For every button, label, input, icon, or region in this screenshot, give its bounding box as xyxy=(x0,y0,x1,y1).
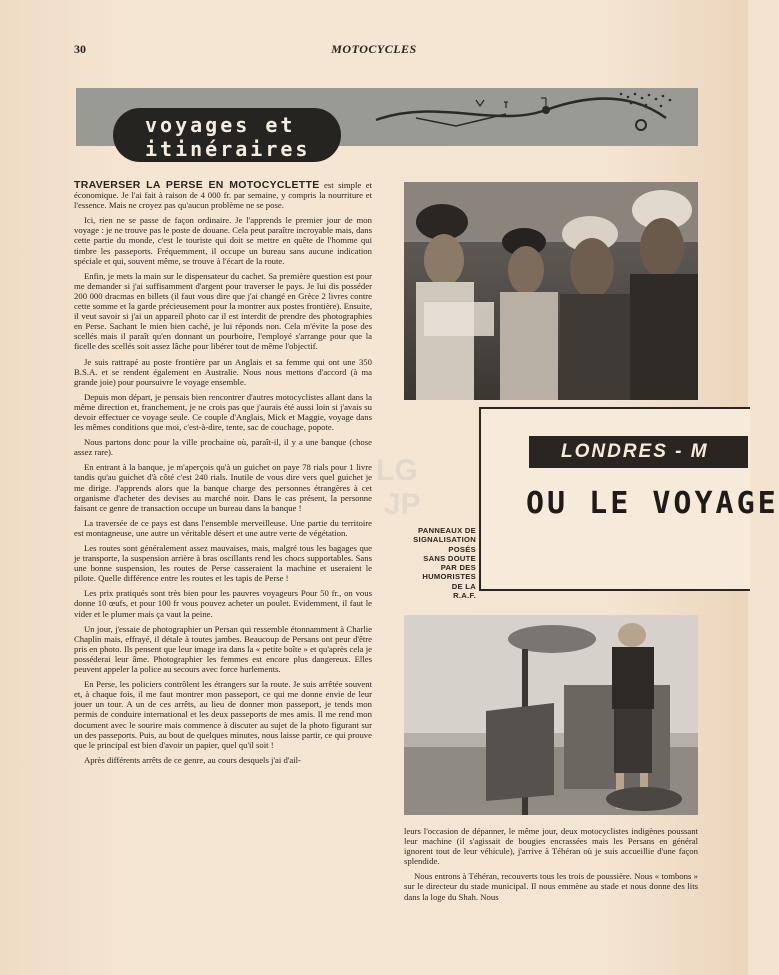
caption-line: SIGNALISATION xyxy=(413,535,476,545)
caption-line: POSÉS xyxy=(448,544,476,554)
article-column-right xyxy=(404,826,698,907)
article-paragraph: Les prix pratiqués sont très bien pour les pauvres voyageurs Pour 50 fr., on vous donne 10 œufs, et pour 100 fr vous pouvez acheter un poulet. Evidemment, il faut le vider et le plumer mais ça vaut la peine. xyxy=(74,588,372,619)
article-column-left xyxy=(74,180,372,770)
banner-title-line2: itinéraires xyxy=(145,137,311,161)
watermark-text: JP xyxy=(384,488,421,521)
watermark-logo xyxy=(362,448,442,520)
photo-persian-men xyxy=(404,182,698,400)
caption-line: PANNEAUX DE xyxy=(417,526,476,535)
article-paragraph: La traversée de ce pays est dans l'ensemble merveilleuse. Une partie du territoire est montagneuse, une autre un véritable désert et une autre verte de végétation. xyxy=(74,517,372,538)
article-paragraph: leurs l'occasion de dépanner, le même jour, deux motocyclistes indigènes poussant leur machine (il s'agissait de bougies encrassées mais les Persans en général ignorent tout de leur véhicule), j'arrive à Téhéran où je suis accueillie d'une façon splendide. xyxy=(404,826,698,867)
article-paragraph: Nous entrons à Téhéran, recouverts tous les trois de poussière. Nous « tombons » sur le directeur du stade municipal. Il nous emmène au stade et nous donne des lits dans la loge du Shah. Nous xyxy=(404,871,698,902)
page-number: 30 xyxy=(74,42,86,56)
photo-caption xyxy=(404,526,476,600)
article-paragraph: En entrant à la banque, je m'aperçois qu'à un guichet on paye 78 rials pour 1 livre tandis qu'au guichet d'à côté c'est 240 rials. Inutile de vous dire vers quel guichet je me dirige. J'apprends alors que la banque charge des personnes étrangères à cet organisme d'acheter des devises au marché noir. Dans le cas présent, la personne faisant ce genre de transaction occupe un bureau dans la banque ! xyxy=(74,462,372,513)
sidebar-subtitle: OU LE VOYAGE xyxy=(526,486,779,521)
article-paragraph: En Perse, les policiers contrôlent les étrangers sur la route. Je suis arrêtée souvent et, à chaque fois, il me faut montrer mon passeport, ce qui me donne envie de leur jouer un tour. A un de ces arrêts, au lieu de donner mon passeport, je tends mon permis de conduire international et les deux passeports de mes amis. Il me rend mon document avec le sourire mais commence à discuter au sujet de la photo figurant sur un des passeports. Puis, au bout de quelques minutes, nous laisse partir, ce qui prouve que le principal est bien d'avoir un papier, quel qu'il soit ! xyxy=(74,679,372,750)
banner-title-line1: voyages et xyxy=(145,113,296,137)
lead-rest: est simple et économique. Je l'ai fait à raison de 4 000 fr. par semaine, y compris la nourriture et l'essence. Mais ne croyez pas qu'aucun problème ne se pose. xyxy=(74,180,372,211)
caption-line: PAR DES xyxy=(440,563,476,573)
photo-road-signs-woman xyxy=(404,615,698,815)
article-paragraph: Après différents arrêts de ce genre, au cours desquels j'ai d'ail- xyxy=(84,754,301,765)
magazine-title: MOTOCYCLES xyxy=(331,42,417,56)
caption-line: R.A.F. xyxy=(453,591,476,601)
article-paragraph: Je suis rattrapé au poste frontière par un Anglais et sa femme qui ont une 350 B.S.A. et se rendent également en Australie. Nous nous mettons d'accord (à ma grande joie) pour poursuivre le voyage ensemble. xyxy=(74,356,372,387)
article-paragraph: Les routes sont généralement assez mauvaises, mais, malgré tous les bagages que je transporte, la suspension arrière à bras oscillants rend les chocs supportables. Sans une bonne suspension, les routes de Perse casseraient la machine et useraient le pilote. Quelle différence entre les routes et les tapis de Perse ! xyxy=(74,543,372,584)
sidebar-title: LONDRES - M xyxy=(529,436,748,468)
article-paragraph: Nous partons donc pour la ville prochaine où, paraît-il, il y a une banque (chose assez rare). xyxy=(74,437,372,458)
lead-paragraph xyxy=(74,180,372,210)
article-paragraph: Depuis mon départ, je pensais bien rencontrer d'autres motocyclistes allant dans la même direction et, franchement, je ne crois pas que j'aurais été aussi loin si j'avais su devoir effectuer ce voyage seule. Ce couple d'Anglais, Mick et Maggie, voyage dans les mêmes conditions que moi, c'est-à-dire, tente, sac de couchage, popote. xyxy=(74,391,372,433)
caption-line: HUMORISTES xyxy=(422,572,476,582)
article-paragraph: Ici, rien ne se passe de façon ordinaire. Je l'apprends le premier jour de mon voyage : je ne trouve pas le poste de douane. Cela peut paraître incroyable mais, dans cette partie du monde, c'est le touriste qui doit se mettre en quête de l'homme qui timbre les passeports. Fréquemment, il occupe un bureau sans aucune indication spéciale et qui, souvent même, se trouve à l'écart de la route. xyxy=(74,215,372,266)
article-paragraph: Un jour, j'essaie de photographier un Persan qui ressemble étonnamment à Charlie Chaplin mais, effrayé, il détale à toutes jambes. Beaucoup de Persans ont peur d'être pris en photo. Ils pensent que leur image ira dans la « petite boîte » et qu'après cela je posséderai leur âme. Photographier les femmes est encore plus dangereux. Elles peuvent appeler la police au secours avec force hurlements. xyxy=(74,623,372,675)
watermark-text: LG xyxy=(376,454,418,487)
caption-line: DE LA xyxy=(451,581,476,591)
lead-caps: TRAVERSER LA PERSE EN MOTOCYCLETTE xyxy=(74,179,320,191)
caption-line: SANS DOUTE xyxy=(423,553,476,563)
article-paragraph: Enfin, je mets la main sur le dispensateur du cachet. Sa première question est pour me demander si j'ai suffisamment d'argent pour traverser le pays. Je lui dis posséder 200 000 dracmas en billets (il faut vous dire que j'ai changé en Grèce 2 livres contre cette somme et la garde précieusement pour la montrer aux postes frontière). Ensuite, il veut savoir si j'ai un appareil photo car il est interdit de prendre des photographies en Perse. Sachant le mien bien caché, je lui réponds non. Cela m'évite la pose des scellés mais il paraît qu'en donnant un pourboire, l'employé s'arrange pour que la ficelle des scellés soit assez lâche pour libérer tout de même l'objectif. xyxy=(74,270,372,352)
